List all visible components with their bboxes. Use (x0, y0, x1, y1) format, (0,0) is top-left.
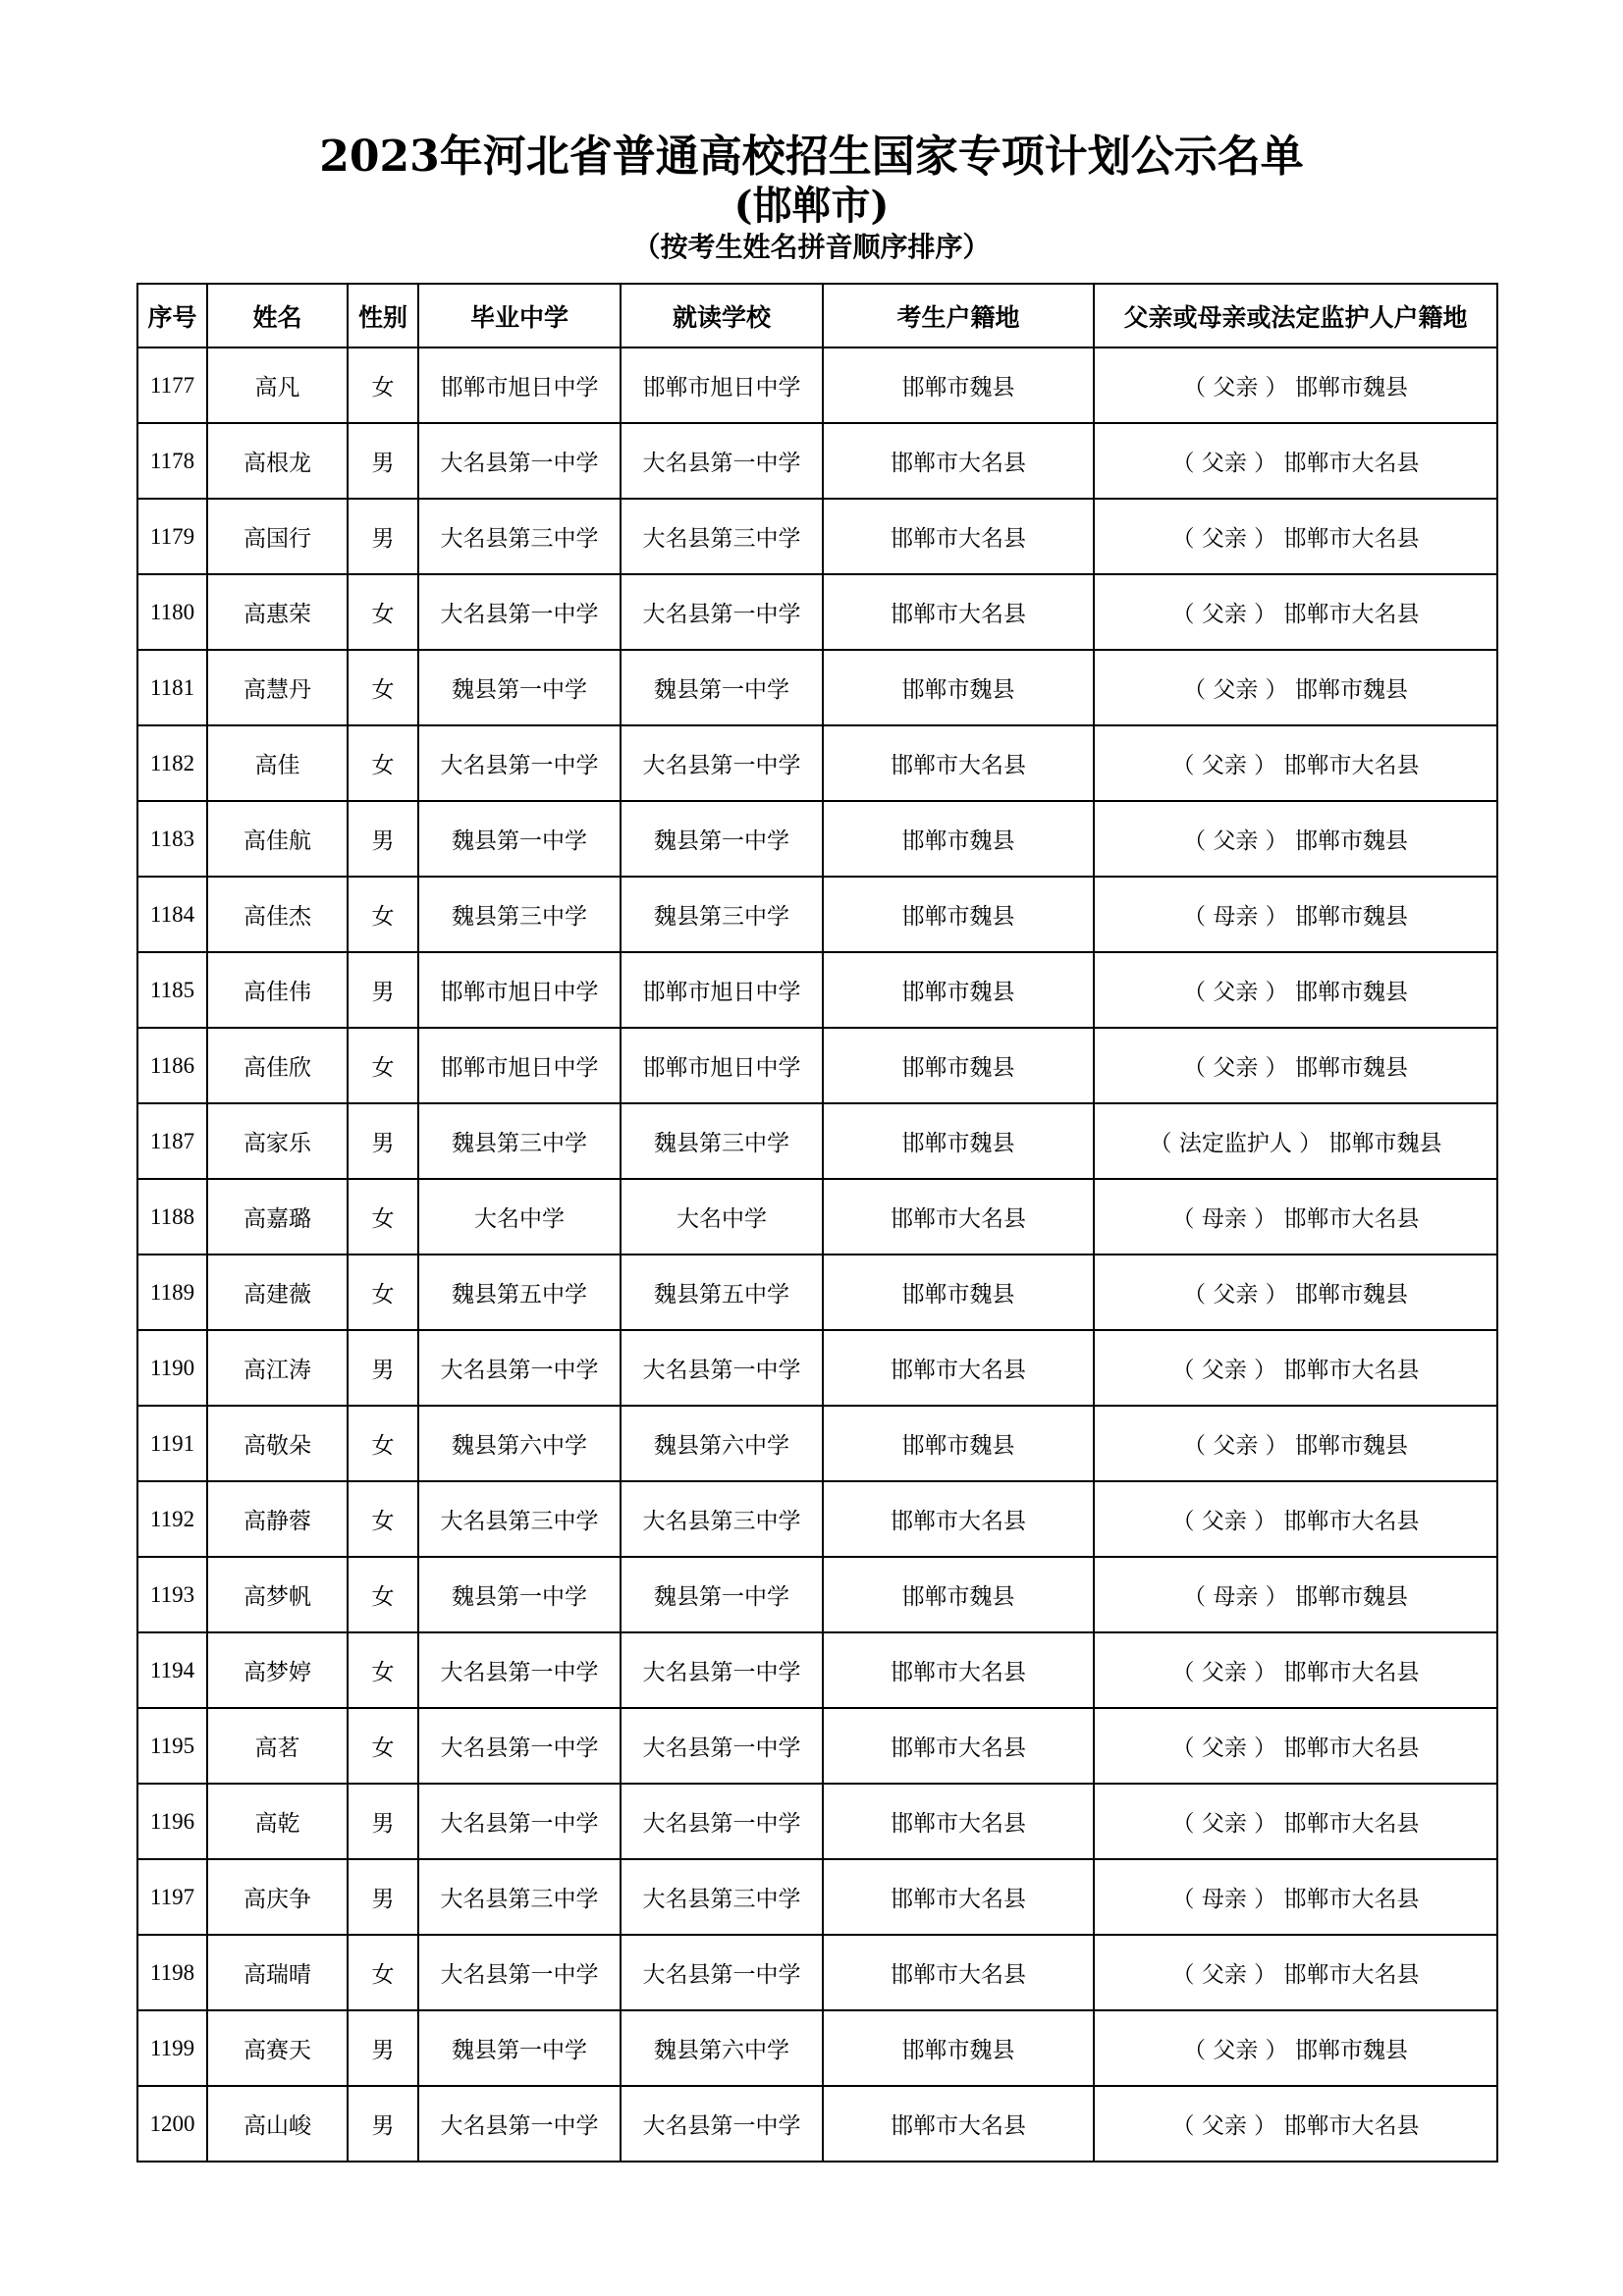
cell-current-school: 大名县第一中学 (621, 574, 823, 650)
cell-seq: 1192 (137, 1481, 207, 1557)
table-row (137, 574, 1497, 650)
cell-gender: 女 (348, 650, 418, 725)
cell-guardian-hukou: （ 父亲 ） 邯郸市大名县 (1094, 1784, 1497, 1859)
table-row (137, 1708, 1497, 1784)
cell-seq: 1198 (137, 1935, 207, 2010)
cell-name: 高国行 (207, 499, 348, 574)
cell-student-hukou: 邯郸市魏县 (823, 1028, 1094, 1103)
cell-gender: 男 (348, 801, 418, 877)
cell-name: 高嘉璐 (207, 1179, 348, 1255)
cell-current-school: 大名县第一中学 (621, 1632, 823, 1708)
cell-guardian-hukou: （ 父亲 ） 邯郸市魏县 (1094, 1406, 1497, 1481)
cell-student-hukou: 邯郸市大名县 (823, 499, 1094, 574)
cell-seq: 1196 (137, 1784, 207, 1859)
cell-graduation-school: 魏县第一中学 (418, 801, 621, 877)
cell-graduation-school: 魏县第一中学 (418, 650, 621, 725)
cell-gender: 男 (348, 952, 418, 1028)
cell-seq: 1181 (137, 650, 207, 725)
header-guardian-hukou: 父亲或母亲或法定监护人户籍地 (1094, 284, 1497, 347)
cell-student-hukou: 邯郸市魏县 (823, 347, 1094, 423)
table-row (137, 1330, 1497, 1406)
cell-guardian-hukou: （ 父亲 ） 邯郸市大名县 (1094, 499, 1497, 574)
table-row (137, 1935, 1497, 2010)
cell-current-school: 邯郸市旭日中学 (621, 952, 823, 1028)
table-row (137, 1103, 1497, 1179)
cell-seq: 1193 (137, 1557, 207, 1632)
cell-gender: 女 (348, 574, 418, 650)
cell-student-hukou: 邯郸市魏县 (823, 650, 1094, 725)
table-row (137, 1255, 1497, 1330)
cell-graduation-school: 邯郸市旭日中学 (418, 1028, 621, 1103)
cell-graduation-school: 邯郸市旭日中学 (418, 347, 621, 423)
cell-gender: 男 (348, 1859, 418, 1935)
cell-current-school: 大名县第一中学 (621, 1784, 823, 1859)
cell-graduation-school: 大名县第一中学 (418, 725, 621, 801)
cell-gender: 男 (348, 499, 418, 574)
cell-seq: 1200 (137, 2086, 207, 2162)
cell-guardian-hukou: （ 父亲 ） 邯郸市大名县 (1094, 1708, 1497, 1784)
cell-seq: 1185 (137, 952, 207, 1028)
cell-guardian-hukou: （ 母亲 ） 邯郸市大名县 (1094, 1859, 1497, 1935)
cell-current-school: 大名县第一中学 (621, 423, 823, 499)
cell-student-hukou: 邯郸市大名县 (823, 1935, 1094, 2010)
cell-name: 高赛天 (207, 2010, 348, 2086)
cell-guardian-hukou: （ 母亲 ） 邯郸市魏县 (1094, 1557, 1497, 1632)
cell-guardian-hukou: （ 父亲 ） 邯郸市魏县 (1094, 1255, 1497, 1330)
table-row (137, 725, 1497, 801)
cell-gender: 女 (348, 1028, 418, 1103)
table-row (137, 1481, 1497, 1557)
cell-guardian-hukou: （ 父亲 ） 邯郸市大名县 (1094, 1330, 1497, 1406)
cell-student-hukou: 邯郸市魏县 (823, 801, 1094, 877)
cell-gender: 女 (348, 1406, 418, 1481)
cell-name: 高静蓉 (207, 1481, 348, 1557)
cell-gender: 女 (348, 1632, 418, 1708)
cell-name: 高慧丹 (207, 650, 348, 725)
cell-graduation-school: 魏县第三中学 (418, 1103, 621, 1179)
document-title: 2023年河北省普通高校招生国家专项计划公示名单 (319, 132, 1304, 182)
cell-student-hukou: 邯郸市大名县 (823, 1708, 1094, 1784)
cell-graduation-school: 魏县第三中学 (418, 877, 621, 952)
cell-current-school: 邯郸市旭日中学 (621, 1028, 823, 1103)
table-row (137, 877, 1497, 952)
cell-name: 高敬朵 (207, 1406, 348, 1481)
cell-student-hukou: 邯郸市魏县 (823, 1406, 1094, 1481)
cell-guardian-hukou: （ 父亲 ） 邯郸市魏县 (1094, 1028, 1497, 1103)
cell-name: 高建薇 (207, 1255, 348, 1330)
cell-name: 高佳欣 (207, 1028, 348, 1103)
cell-name: 高惠荣 (207, 574, 348, 650)
cell-current-school: 大名县第三中学 (621, 499, 823, 574)
cell-seq: 1178 (137, 423, 207, 499)
table-row (137, 423, 1497, 499)
cell-name: 高佳 (207, 725, 348, 801)
cell-guardian-hukou: （ 父亲 ） 邯郸市大名县 (1094, 1935, 1497, 2010)
cell-student-hukou: 邯郸市大名县 (823, 725, 1094, 801)
table-row (137, 1632, 1497, 1708)
cell-guardian-hukou: （ 母亲 ） 邯郸市大名县 (1094, 1179, 1497, 1255)
cell-graduation-school: 大名县第一中学 (418, 423, 621, 499)
table-row (137, 1557, 1497, 1632)
cell-graduation-school: 大名县第一中学 (418, 574, 621, 650)
cell-gender: 女 (348, 1179, 418, 1255)
cell-gender: 男 (348, 1330, 418, 1406)
cell-graduation-school: 大名县第三中学 (418, 1481, 621, 1557)
cell-student-hukou: 邯郸市魏县 (823, 1103, 1094, 1179)
cell-gender: 男 (348, 2010, 418, 2086)
header-gender: 性别 (348, 284, 418, 347)
cell-graduation-school: 大名县第三中学 (418, 1859, 621, 1935)
cell-gender: 女 (348, 1708, 418, 1784)
cell-current-school: 大名县第一中学 (621, 2086, 823, 2162)
cell-guardian-hukou: （ 父亲 ） 邯郸市魏县 (1094, 650, 1497, 725)
cell-graduation-school: 大名县第一中学 (418, 1708, 621, 1784)
cell-guardian-hukou: （ 父亲 ） 邯郸市大名县 (1094, 423, 1497, 499)
document-subtitle: (邯郸市) (733, 183, 890, 229)
table-row (137, 1179, 1497, 1255)
cell-student-hukou: 邯郸市大名县 (823, 1330, 1094, 1406)
cell-seq: 1197 (137, 1859, 207, 1935)
cell-current-school: 魏县第三中学 (621, 877, 823, 952)
cell-graduation-school: 魏县第一中学 (418, 1557, 621, 1632)
cell-seq: 1195 (137, 1708, 207, 1784)
cell-current-school: 魏县第一中学 (621, 1557, 823, 1632)
cell-current-school: 大名中学 (621, 1179, 823, 1255)
cell-seq: 1199 (137, 2010, 207, 2086)
cell-student-hukou: 邯郸市大名县 (823, 1632, 1094, 1708)
cell-gender: 女 (348, 877, 418, 952)
table-row (137, 801, 1497, 877)
sort-note: （按考生姓名拼音顺序排序） (632, 231, 991, 263)
cell-current-school: 大名县第三中学 (621, 1859, 823, 1935)
cell-guardian-hukou: （ 父亲 ） 邯郸市大名县 (1094, 1632, 1497, 1708)
cell-gender: 男 (348, 2086, 418, 2162)
cell-guardian-hukou: （ 父亲 ） 邯郸市大名县 (1094, 574, 1497, 650)
cell-name: 高江涛 (207, 1330, 348, 1406)
cell-name: 高根龙 (207, 423, 348, 499)
cell-seq: 1194 (137, 1632, 207, 1708)
cell-graduation-school: 大名县第一中学 (418, 1330, 621, 1406)
cell-name: 高梦帆 (207, 1557, 348, 1632)
cell-gender: 女 (348, 725, 418, 801)
cell-student-hukou: 邯郸市魏县 (823, 1557, 1094, 1632)
cell-current-school: 魏县第一中学 (621, 650, 823, 725)
table-row (137, 1028, 1497, 1103)
header-name: 姓名 (207, 284, 348, 347)
cell-name: 高家乐 (207, 1103, 348, 1179)
cell-gender: 男 (348, 423, 418, 499)
table-row (137, 2086, 1497, 2162)
cell-name: 高佳伟 (207, 952, 348, 1028)
cell-current-school: 大名县第一中学 (621, 1708, 823, 1784)
cell-current-school: 魏县第六中学 (621, 1406, 823, 1481)
cell-name: 高庆争 (207, 1859, 348, 1935)
cell-student-hukou: 邯郸市魏县 (823, 2010, 1094, 2086)
cell-name: 高凡 (207, 347, 348, 423)
roster-table (136, 283, 1498, 2163)
cell-student-hukou: 邯郸市大名县 (823, 1784, 1094, 1859)
table-header-row (137, 284, 1497, 347)
cell-graduation-school: 大名县第三中学 (418, 499, 621, 574)
cell-graduation-school: 魏县第一中学 (418, 2010, 621, 2086)
cell-seq: 1180 (137, 574, 207, 650)
cell-student-hukou: 邯郸市魏县 (823, 877, 1094, 952)
table-row (137, 1859, 1497, 1935)
cell-student-hukou: 邯郸市大名县 (823, 423, 1094, 499)
cell-gender: 女 (348, 1481, 418, 1557)
cell-student-hukou: 邯郸市大名县 (823, 1179, 1094, 1255)
table-row (137, 952, 1497, 1028)
cell-current-school: 邯郸市旭日中学 (621, 347, 823, 423)
header-graduation-school: 毕业中学 (418, 284, 621, 347)
cell-student-hukou: 邯郸市魏县 (823, 1255, 1094, 1330)
cell-gender: 女 (348, 347, 418, 423)
table-row (137, 1406, 1497, 1481)
cell-graduation-school: 大名县第一中学 (418, 1935, 621, 2010)
cell-name: 高佳航 (207, 801, 348, 877)
cell-student-hukou: 邯郸市大名县 (823, 1859, 1094, 1935)
cell-graduation-school: 魏县第六中学 (418, 1406, 621, 1481)
cell-seq: 1184 (137, 877, 207, 952)
cell-student-hukou: 邯郸市大名县 (823, 574, 1094, 650)
header-current-school: 就读学校 (621, 284, 823, 347)
header-student-hukou: 考生户籍地 (823, 284, 1094, 347)
cell-guardian-hukou: （ 父亲 ） 邯郸市大名县 (1094, 725, 1497, 801)
cell-seq: 1179 (137, 499, 207, 574)
cell-graduation-school: 大名县第一中学 (418, 1784, 621, 1859)
cell-guardian-hukou: （ 父亲 ） 邯郸市魏县 (1094, 952, 1497, 1028)
cell-student-hukou: 邯郸市大名县 (823, 2086, 1094, 2162)
cell-guardian-hukou: （ 父亲 ） 邯郸市大名县 (1094, 2086, 1497, 2162)
table-row (137, 1784, 1497, 1859)
cell-guardian-hukou: （ 父亲 ） 邯郸市魏县 (1094, 347, 1497, 423)
cell-name: 高茗 (207, 1708, 348, 1784)
cell-name: 高山峻 (207, 2086, 348, 2162)
cell-graduation-school: 大名中学 (418, 1179, 621, 1255)
cell-graduation-school: 魏县第五中学 (418, 1255, 621, 1330)
cell-graduation-school: 大名县第一中学 (418, 1632, 621, 1708)
cell-seq: 1186 (137, 1028, 207, 1103)
cell-guardian-hukou: （ 父亲 ） 邯郸市魏县 (1094, 2010, 1497, 2086)
cell-current-school: 魏县第一中学 (621, 801, 823, 877)
table-row (137, 650, 1497, 725)
cell-current-school: 大名县第一中学 (621, 1935, 823, 2010)
cell-seq: 1188 (137, 1179, 207, 1255)
cell-gender: 女 (348, 1935, 418, 2010)
cell-seq: 1177 (137, 347, 207, 423)
cell-guardian-hukou: （ 父亲 ） 邯郸市魏县 (1094, 801, 1497, 877)
table-row (137, 347, 1497, 423)
cell-seq: 1190 (137, 1330, 207, 1406)
cell-graduation-school: 大名县第一中学 (418, 2086, 621, 2162)
cell-current-school: 大名县第三中学 (621, 1481, 823, 1557)
cell-guardian-hukou: （ 父亲 ） 邯郸市大名县 (1094, 1481, 1497, 1557)
cell-current-school: 魏县第三中学 (621, 1103, 823, 1179)
cell-student-hukou: 邯郸市大名县 (823, 1481, 1094, 1557)
cell-seq: 1182 (137, 725, 207, 801)
cell-gender: 男 (348, 1103, 418, 1179)
cell-guardian-hukou: （ 母亲 ） 邯郸市魏县 (1094, 877, 1497, 952)
header-seq: 序号 (137, 284, 207, 347)
cell-seq: 1183 (137, 801, 207, 877)
cell-gender: 女 (348, 1557, 418, 1632)
cell-student-hukou: 邯郸市魏县 (823, 952, 1094, 1028)
cell-seq: 1191 (137, 1406, 207, 1481)
cell-current-school: 魏县第六中学 (621, 2010, 823, 2086)
cell-seq: 1189 (137, 1255, 207, 1330)
cell-guardian-hukou: （ 法定监护人 ） 邯郸市魏县 (1094, 1103, 1497, 1179)
table-body (137, 347, 1497, 2162)
cell-name: 高佳杰 (207, 877, 348, 952)
cell-name: 高梦婷 (207, 1632, 348, 1708)
cell-seq: 1187 (137, 1103, 207, 1179)
cell-current-school: 魏县第五中学 (621, 1255, 823, 1330)
table-row (137, 499, 1497, 574)
table-row (137, 2010, 1497, 2086)
cell-gender: 女 (348, 1255, 418, 1330)
cell-name: 高乾 (207, 1784, 348, 1859)
cell-name: 高瑞晴 (207, 1935, 348, 2010)
cell-current-school: 大名县第一中学 (621, 725, 823, 801)
cell-graduation-school: 邯郸市旭日中学 (418, 952, 621, 1028)
cell-gender: 男 (348, 1784, 418, 1859)
cell-current-school: 大名县第一中学 (621, 1330, 823, 1406)
